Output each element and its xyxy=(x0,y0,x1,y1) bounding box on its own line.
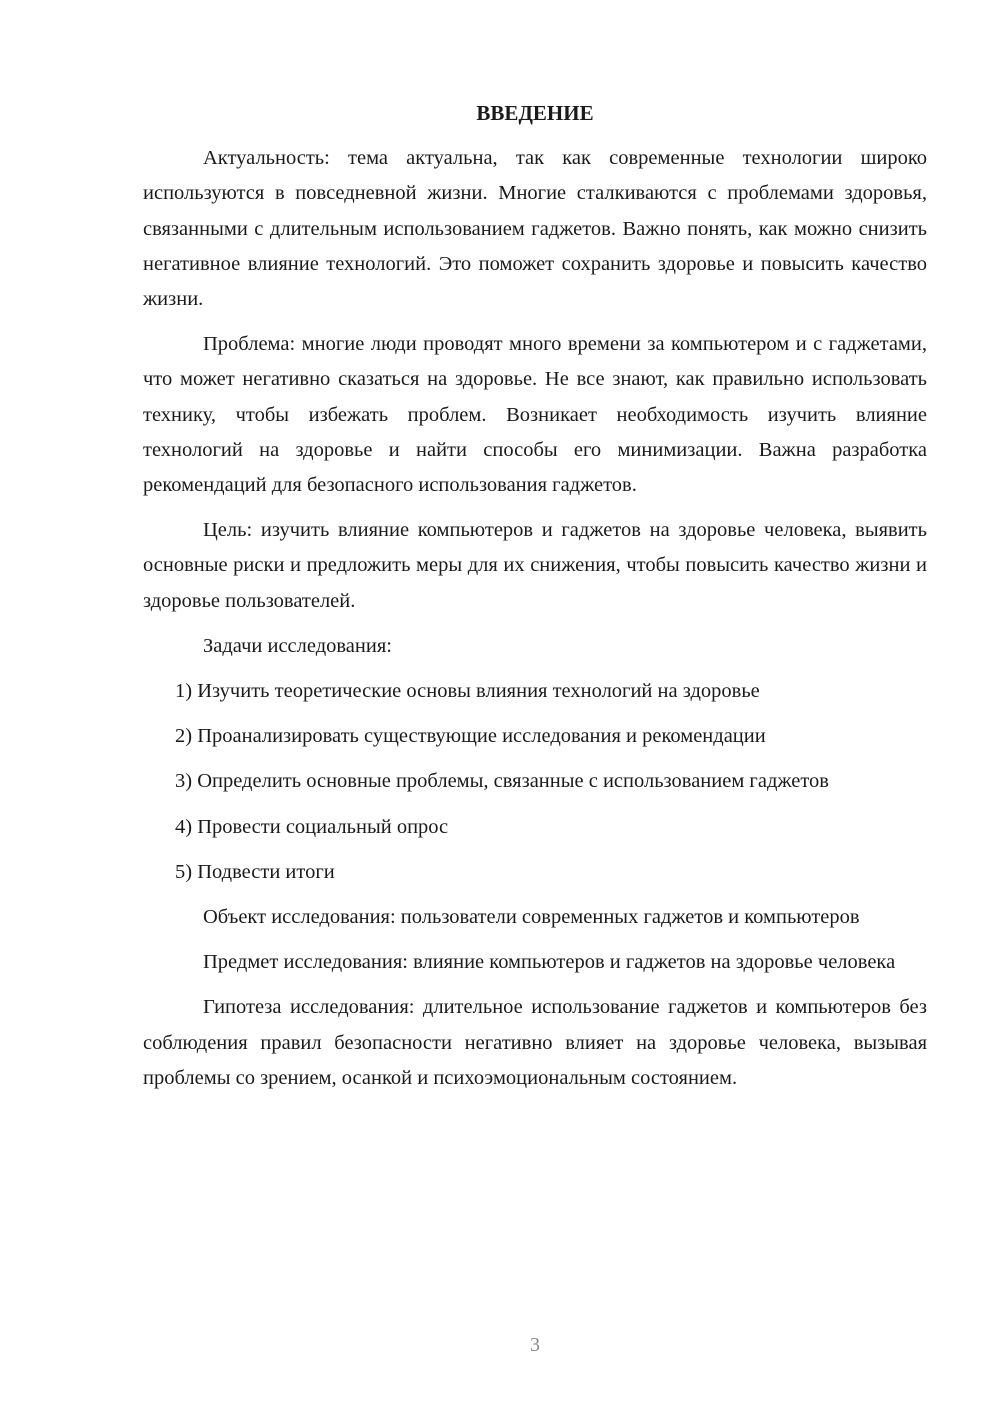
hypothesis-paragraph: Гипотеза исследования: длительное использование гаджетов и компьютеров без соблюдения правил безопасности негативно влияет на здоровье человека, вызывая проблемы со зрением, осанкой и психоэмоциональным состоянием. xyxy=(143,996,927,1089)
tasks-list xyxy=(143,674,927,890)
task-item-3: 3) Определить основные проблемы, связанные с использованием гаджетов xyxy=(175,770,829,793)
tasks-heading: Задачи исследования: xyxy=(203,634,392,657)
page-title: ВВЕДЕНИЕ xyxy=(476,101,594,125)
task-item-1: 1) Изучить теоретические основы влияния технологий на здоровье xyxy=(175,680,760,703)
task-item-4: 4) Провести социальный опрос xyxy=(175,815,449,838)
document-page xyxy=(143,96,927,1106)
goal-paragraph: Цель: изучить влияние компьютеров и гаджетов на здоровье человека, выявить основные риски и предложить меры для их снижения, чтобы повысить качество жизни и здоровье пользователей. xyxy=(143,519,927,612)
relevance-paragraph: Актуальность: тема актуальна, так как современные технологии широко используются в повседневной жизни. Многие сталкиваются с проблемами здоровья, связанными с длительным использованием гаджетов. Важно понять, как можно снизить негативное влияние технологий. Это поможет сохранить здоровье и повысить качество жизни. xyxy=(143,147,927,311)
task-item-2: 2) Проанализировать существующие исследования и рекомендации xyxy=(175,725,766,748)
page-number: 3 xyxy=(530,1334,540,1356)
problem-paragraph: Проблема: многие люди проводят много времени за компьютером и с гаджетами, что может негативно сказаться на здоровье. Не все знают, как правильно использовать технику, чтобы избежать проблем. Возникает необходимость изучить влияние технологий на здоровье и найти способы его минимизации. Важна разработка рекомендаций для безопасного использования гаджетов. xyxy=(143,333,927,497)
task-item-5: 5) Подвести итоги xyxy=(175,860,335,883)
object-paragraph: Объект исследования: пользователи современных гаджетов и компьютеров xyxy=(203,906,860,929)
subject-paragraph: Предмет исследования: влияние компьютеров и гаджетов на здоровье человека xyxy=(203,951,896,974)
